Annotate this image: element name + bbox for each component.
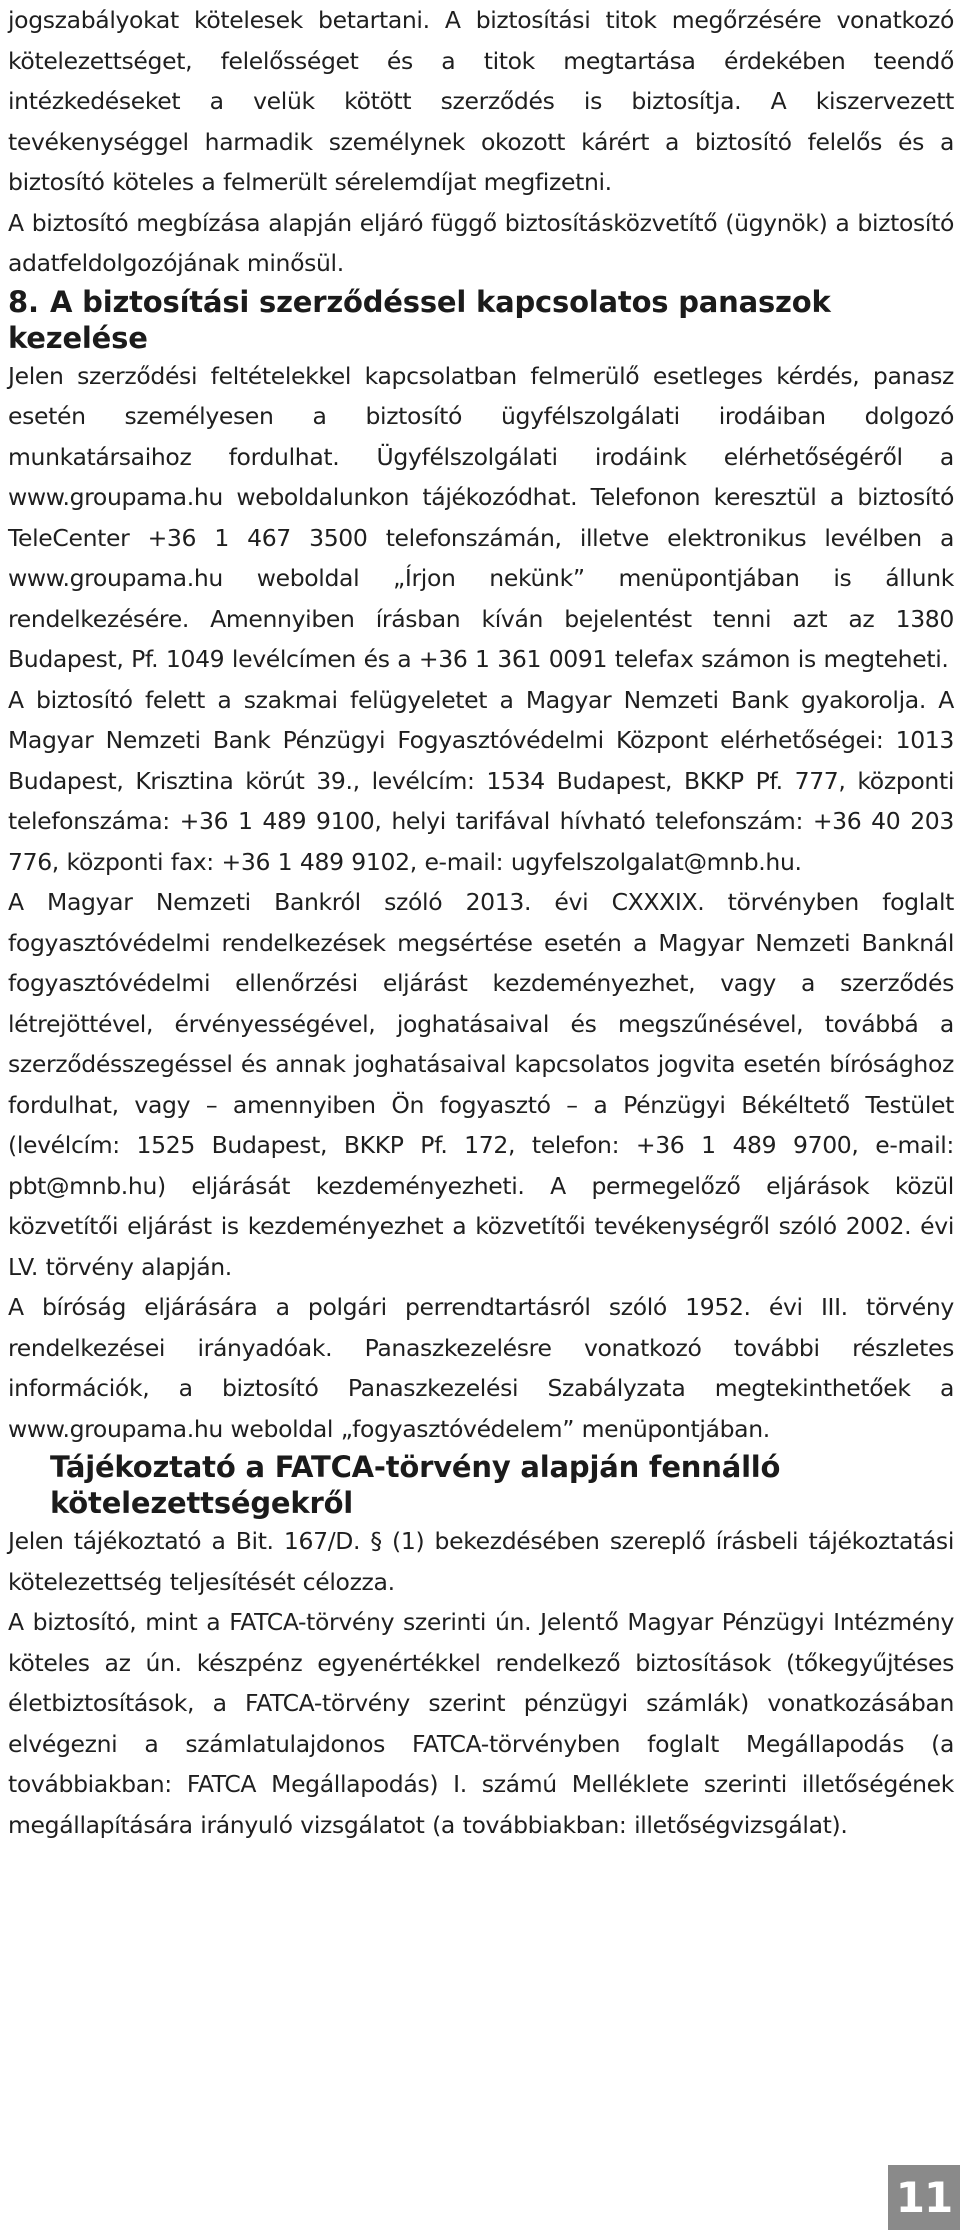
section-8-paragraph-1: Jelen szerződési feltételekkel kapcsolatban felmerülő esetleges kérdés, panasz esetén személyesen a biztosító ügyfélszolgálati irodáiban dolgozó munkatársaihoz fordulhat. Ügyfélszolgálati irodáink elérhetőségéről a www.groupama.hu weboldalunkon tájékozódhat. Telefonon keresztül a biztosító TeleCenter +36 1 467 3500 telefonszámán, illetve elektronikus levélben a www.groupama.hu weboldal „Írjon nekünk” menüpontjában is állunk rendelkezésére. Amennyiben írásban kíván bejelentést tenni azt az 1380 Budapest, Pf. 1049 levélcímen és a +36 1 361 0091 telefax számon is megteheti. xyxy=(8,361,954,673)
section-9-paragraph-2: A biztosító, mint a FATCA-törvény szerinti ún. Jelentő Magyar Pénzügyi Intézmény köteles az ún. készpénz egyenértékkel rendelkező biztosítások (tőkegyűjtéses életbiztosítások, a FATCA-törvény szerint pénzügyi számlák) vonatkozásában elvégezni a számlatulajdonos FATCA-törvényben foglalt Megállapodás (a továbbiakban: FATCA Megállapodás) I. számú Melléklete szerinti illetőségének megállapítására irányuló vizsgálatot (a továbbiakban: illetőségvizsgálat). xyxy=(8,1608,954,1839)
intro-paragraph-2: A biztosító megbízása alapján eljáró függő biztosításközvetítő (ügynök) a biztosító adatfeldolgozójának minősül. xyxy=(8,208,954,277)
section-9-number xyxy=(8,1449,50,1485)
section-9-heading xyxy=(8,1449,954,1521)
document-page xyxy=(8,0,954,1845)
section-8-paragraph-2: A biztosító felett a szakmai felügyeletet a Magyar Nemzeti Bank gyakorolja. A Magyar Nemzeti Bank Pénzügyi Fogyasztóvédelmi Központ elérhetőségei: 1013 Budapest, Krisztina körút 39., levélcím: 1534 Budapest, BKKP Pf. 777, központi telefonszáma: +36 1 489 9100, helyi tarifával hívható telefonszám: +36 40 203 776, központi fax: +36 1 489 9102, e-mail: ugyfelszolgalat@mnb.hu. xyxy=(8,685,954,876)
section-8-paragraph-3: A Magyar Nemzeti Bankról szóló 2013. évi CXXXIX. törvényben foglalt fogyasztóvédelmi rendelkezések megsértése esetén a Magyar Nemzeti Banknál fogyasztóvédelmi ellenőrzési eljárást kezdeményezhet, vagy a szerződés létrejöttével, érvényességével, joghatásaival és megszűnésével, továbbá a szerződésszegéssel és annak joghatásaival kapcsolatos jogvita esetén bírósághoz fordulhat, vagy – amennyiben Ön fogyasztó – a Pénzügyi Békéltető Testület (levélcím: 1525 Budapest, BKKP Pf. 172, telefon: +36 1 489 9700, e-mail: pbt@mnb.hu) eljárását kezdeményezheti. A permegelőző eljárások közül közvetítői eljárást is kezdeményezhet a közvetítői tevékenységről szóló 2002. évi LV. törvény alapján. xyxy=(8,888,954,1281)
intro-paragraph-1: jogszabályokat kötelesek betartani. A biztosítási titok megőrzésére vonatkozó kötelezettséget, felelősséget és a titok megtartása érdekében teendő intézkedéseket a velük kötött szerződés is biztosítja. A kiszervezett tevékenységgel harmadik személynek okozott kárért a biztosító felelős és a biztosító köteles a felmerült sérelemdíjat megfizetni. xyxy=(8,6,954,196)
page-number: 11 xyxy=(888,2165,960,2230)
section-8-paragraph-4: A bíróság eljárására a polgári perrendtartásról szóló 1952. évi III. törvény rendelkezései irányadóak. Panaszkezelésre vonatkozó további részletes információk, a biztosító Panaszkezelési Szabályzata megtekinthetőek a www.groupama.hu weboldal „fogyasztóvédelem” menüpontjában. xyxy=(8,1293,954,1443)
section-9-title: Tájékoztató a FATCA-törvény alapján fennálló kötelezettségekről xyxy=(50,1450,781,1520)
section-8-number: 8. xyxy=(8,284,39,319)
section-9-paragraph-1: Jelen tájékoztató a Bit. 167/D. § (1) bekezdésében szereplő írásbeli tájékoztatási kötelezettség teljesítését célozza. xyxy=(8,1527,954,1596)
section-8-title: A biztosítási szerződéssel kapcsolatos panaszok kezelése xyxy=(8,284,831,355)
section-8-heading xyxy=(8,284,954,356)
